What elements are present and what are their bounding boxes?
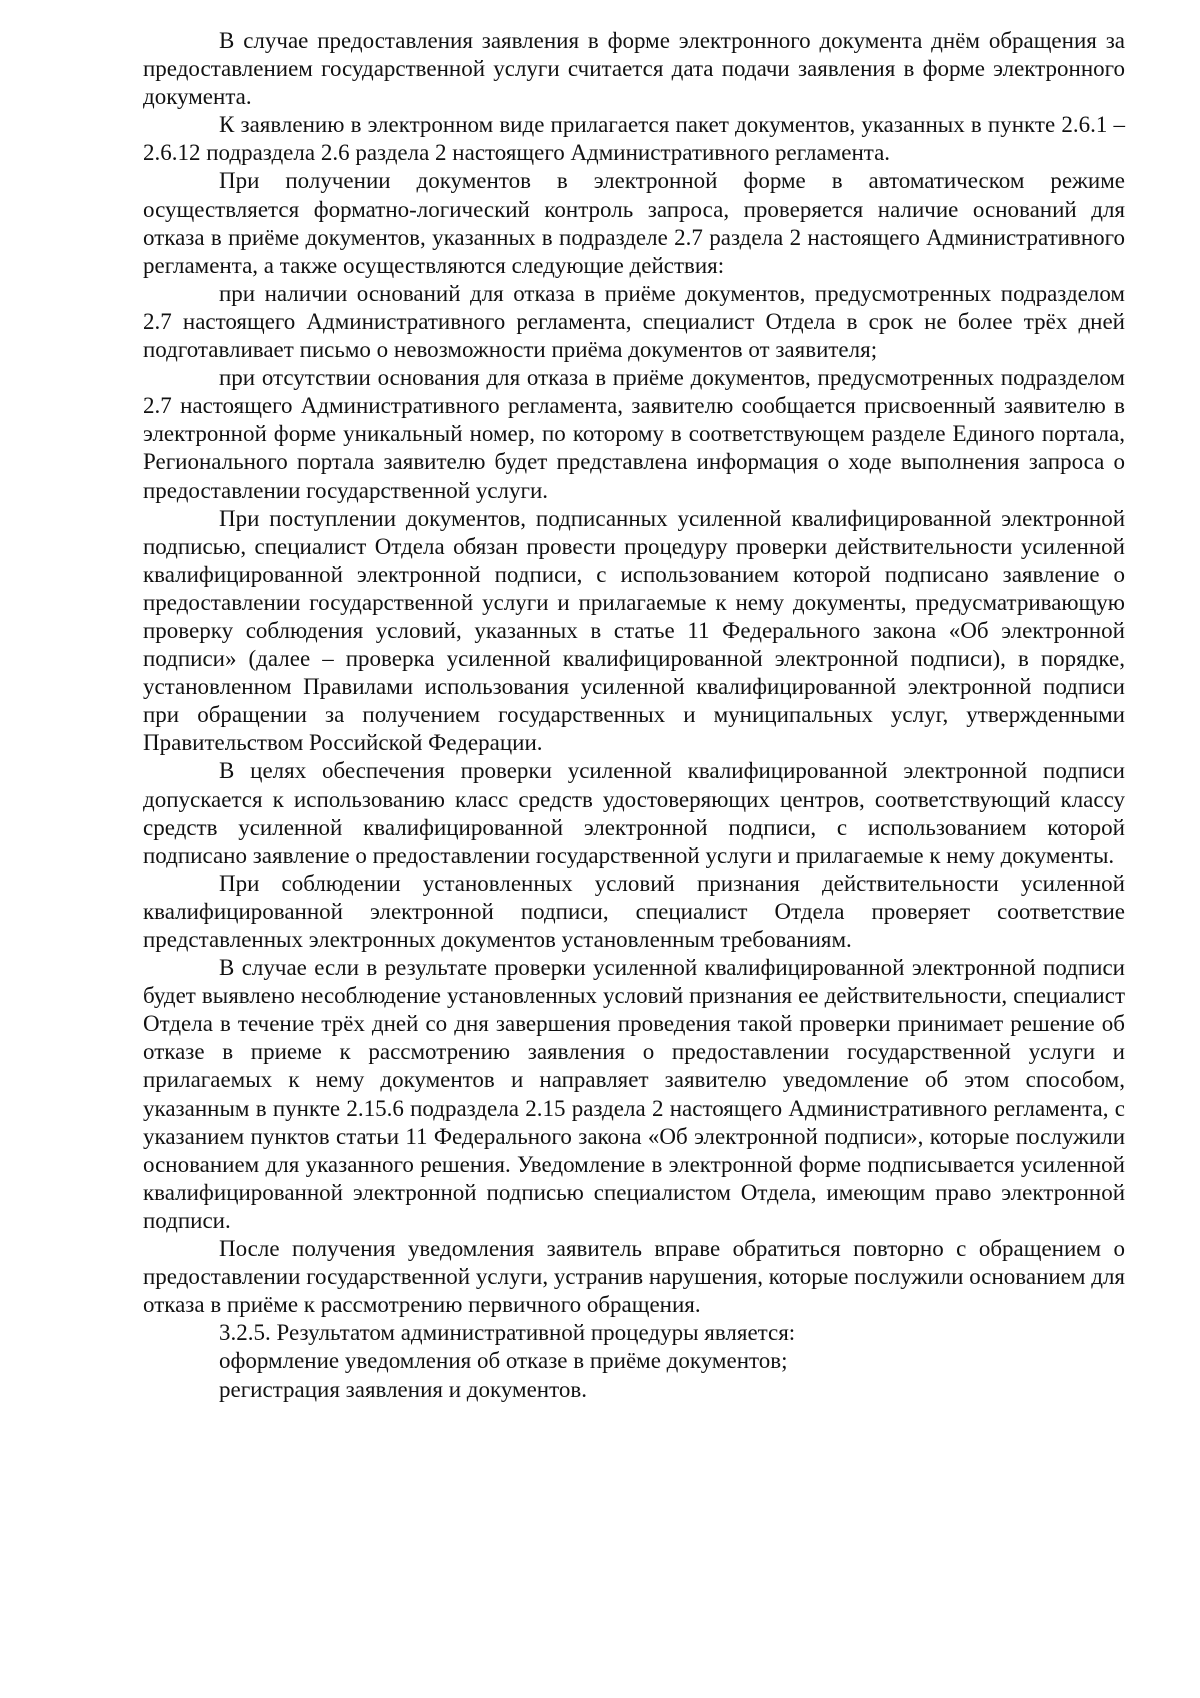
paragraph-electronic-submission-date: В случае предоставления заявления в форме электронного документа днём обращения за предоставлением государственной услуги считается дата подачи заявления в форме электронного документа. xyxy=(143,28,1125,110)
paragraph-certification-class: В целях обеспечения проверки усиленной квалифицированной электронной подписи допускается к использованию класс средств удостоверяющих центров, соответствующий классу средств усиленной квалифицированной электронной подписи, с использованием которой подписано заявление о предоставлении государственной услуги и прилагаемые к нему документы. xyxy=(143,758,1125,868)
result-item-registration: регистрация заявления и документов. xyxy=(219,1376,587,1402)
paragraph-refusal-grounds-present: при наличии оснований для отказа в приёме документов, предусмотренных подразделом 2.7 настоящего Административного регламента, специалист Отдела в срок не более трёх дней подготавливает письмо о невозможности приёма документов от заявителя; xyxy=(143,280,1125,363)
paragraph-conditions-not-met: В случае если в результате проверки усиленной квалифицированной электронной подписи будет выявлено несоблюдение установленных условий признания ее действительности, специалист Отдела в течение трёх дней со дня завершения проведения такой проверки принимает решение об отказе в приеме к рассмотрению заявления о предоставлении государственной услуги и прилагаемых к нему документов и направляет заявителю уведомление об этом способом, указанным в пункте 2.15.6 подраздела 2.15 раздела 2 настоящего Административного регламента, с указанием пунктов статьи 11 Федерального закона «Об электронной подписи», которые послужили основанием для указанного решения. Уведомление в электронной форме подписывается усиленной квалифицированной электронной подписью специалистом Отдела, имеющим право электронной подписи. xyxy=(143,955,1125,1233)
paragraph-automatic-control: При получении документов в электронной форме в автоматическом режиме осуществляется форматно-логический контроль запроса, проверяется наличие оснований для отказа в приёме документов, указанных в подразделе 2.7 раздела 2 настоящего Административного регламента, а также осуществляются следующие действия: xyxy=(143,168,1125,278)
paragraph-refusal-grounds-absent: при отсутствии основания для отказа в приёме документов, предусмотренных подразделом 2.7 настоящего Административного регламента, заявителю сообщается присвоенный заявителю в электронной форме уникальный номер, по которому в соответствующем разделе Единого портала, Регионального портала заявителю будет представлена информация о ходе выполнения запроса о предоставлении государственной услуги. xyxy=(143,365,1125,503)
paragraph-attached-documents: К заявлению в электронном виде прилагается пакет документов, указанных в пункте 2.6.1 – 2.6.12 подраздела 2.6 раздела 2 настоящего Административного регламента. xyxy=(143,112,1125,166)
result-item-refusal-notice: оформление уведомления об отказе в приёме документов; xyxy=(219,1348,788,1374)
paragraph-signature-verification: При поступлении документов, подписанных усиленной квалифицированной электронной подписью, специалист Отдела обязан провести процедуру проверки действительности усиленной квалифицированной электронной подписи, с использованием которой подписано заявление о предоставлении государственной услуги и прилагаемые к нему документы, предусматривающую проверку соблюдения условий, указанных в статье 11 Федерального закона «Об электронной подписи» (далее – проверка усиленной квалифицированной электронной подписи), в порядке, установленном Правилами использования усиленной квалифицированной электронной подписи при обращении за получением государственных и муниципальных услуг, утвержденными Правительством Российской Федерации. xyxy=(143,505,1125,756)
paragraph-conditions-met: При соблюдении установленных условий признания действительности усиленной квалифицированной электронной подписи, специалист Отдела проверяет соответствие представленных электронных документов установленным требованиям. xyxy=(143,870,1125,952)
paragraph-repeat-request: После получения уведомления заявитель вправе обратиться повторно с обращением о предоставлении государственной услуги, устранив нарушения, которые послужили основанием для отказа в приёме к рассмотрению первичного обращения. xyxy=(143,1236,1125,1318)
result-heading: 3.2.5. Результатом административной процедуры является: xyxy=(219,1320,796,1346)
document-page xyxy=(143,27,1125,1404)
